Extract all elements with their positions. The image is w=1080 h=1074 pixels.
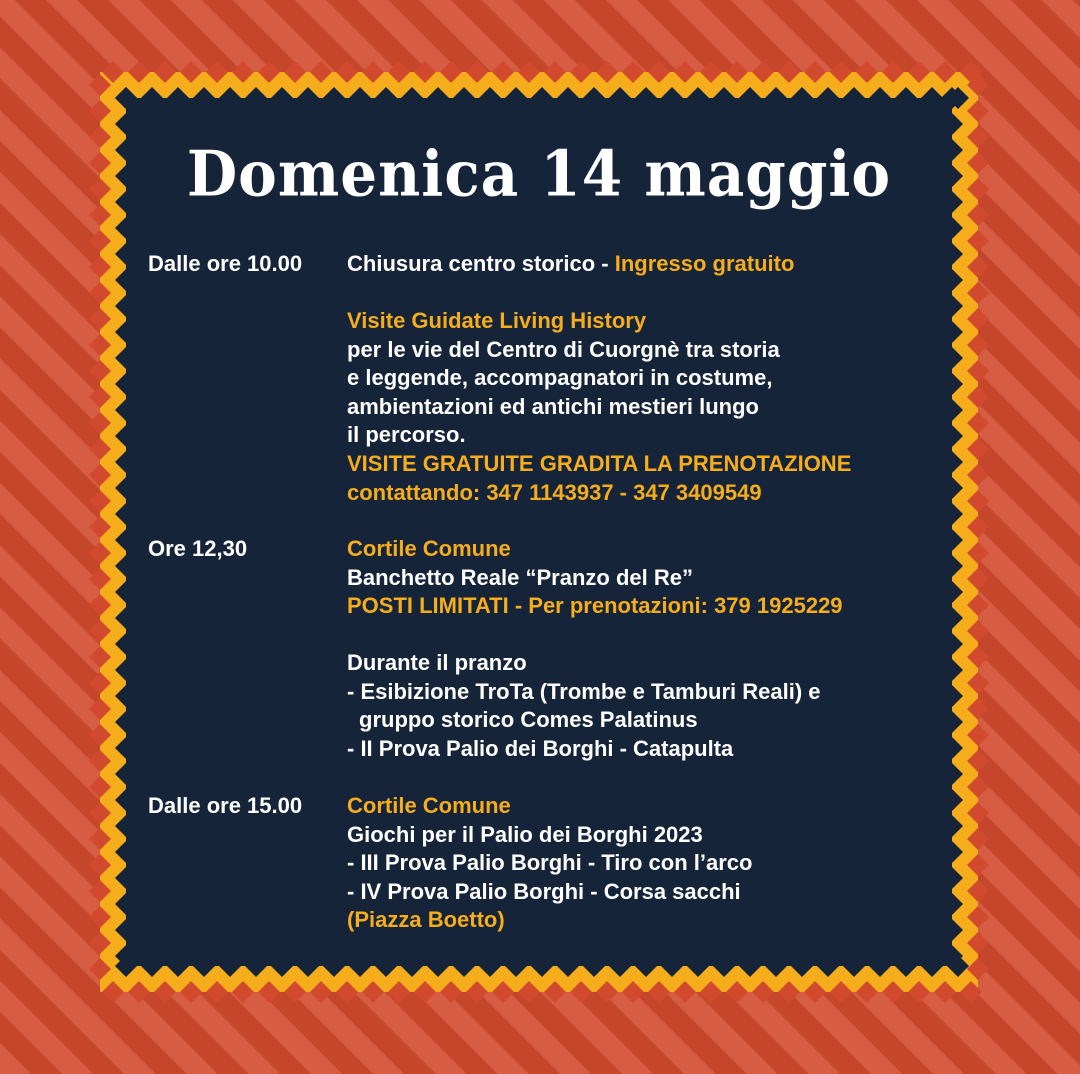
list-item: - III Prova Palio Borghi - Tiro con l’arco: [347, 850, 753, 876]
list-item: Visite Guidate Living History: [347, 308, 647, 333]
list-item: contattando: 347 1143937 - 347 3409549: [347, 479, 762, 505]
list-item: il percorso.: [347, 422, 466, 448]
schedule-block: [347, 792, 937, 935]
page-title: Domenica 14 maggio: [186, 137, 892, 211]
time-label: Dalle ore 10.00: [148, 251, 303, 276]
list-item: Giochi per il Palio dei Borghi 2023: [347, 821, 703, 847]
schedule-block: [347, 535, 937, 621]
schedule-block: [347, 307, 937, 507]
list-item: (Piazza Boetto): [347, 907, 505, 933]
list-item: gruppo storico Comes Palatinus: [359, 707, 698, 733]
list-item: ambientazioni ed antichi mestieri lungo: [347, 393, 759, 419]
list-item: - IV Prova Palio Borghi - Corsa sacchi: [347, 878, 741, 904]
list-item: e leggende, accompagnatori in costume,: [347, 365, 773, 391]
schedule-block: [347, 649, 937, 763]
list-item: POSTI LIMITATI - Per prenotazioni: 379 1925229: [347, 593, 843, 619]
list-item: - II Prova Palio dei Borghi - Catapulta: [347, 735, 734, 761]
list-item: Durante il pranzo: [347, 650, 527, 675]
list-item: Banchetto Reale “Pranzo del Re”: [347, 564, 693, 590]
list-item: - Esibizione TroTa (Trombe e Tamburi Reali) e: [347, 678, 821, 704]
list-item: per le vie del Centro di Cuorgnè tra storia: [347, 336, 780, 362]
schedule-block: [347, 250, 937, 279]
list-item: VISITE GRATUITE GRADITA LA PRENOTAZIONE: [347, 450, 852, 476]
time-label: Dalle ore 15.00: [148, 793, 303, 818]
list-item: Cortile Comune: [347, 793, 511, 818]
list-item: Chiusura centro storico - Ingresso gratuito: [347, 251, 795, 276]
time-label: Ore 12,30: [148, 536, 248, 561]
list-item: Cortile Comune: [347, 536, 511, 561]
